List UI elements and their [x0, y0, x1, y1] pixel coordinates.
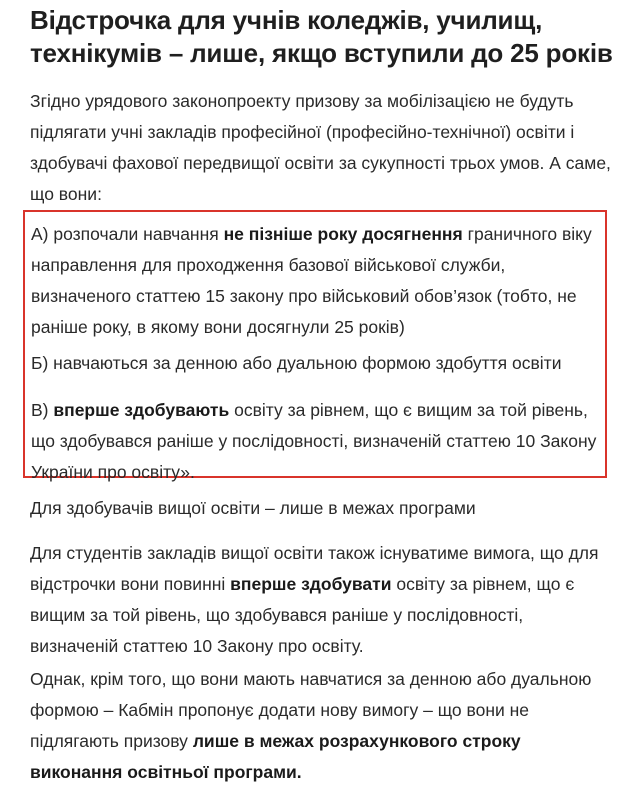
higher-ed-note	[30, 493, 615, 524]
condition-a-bold: не пізніше року досягнення	[223, 224, 463, 244]
students-suffix: освіту за рівнем, що є вищим за той рівень, що здобувався раніше у послідовності, визначеній статтею 10 Закону про освіту.	[30, 574, 575, 656]
higher-ed-note-text: Для здобувачів вищої освіти – лише в межах програми	[30, 498, 476, 518]
intro-paragraph	[30, 86, 615, 210]
conditions-highlight-box	[23, 210, 607, 482]
article-title: Відстрочка для учнів коледжів, училищ, технікумів – лише, якщо вступили до 25 років	[30, 5, 613, 68]
however-bold: лише в межах розрахункового строку виконання освітньої програми.	[30, 731, 521, 782]
intro-text: Згідно урядового законопроекту призову за мобілізацією не будуть підлягати учні закладів професійної (професійно-технічної) освіти і здобувачі фахової передвищої освіти за сукупності трьох умов. А саме, що вони:	[30, 91, 611, 204]
condition-b	[31, 348, 601, 379]
condition-b-text: Б) навчаються за денною або дуальною формою здобуття освіти	[31, 353, 562, 373]
condition-a-prefix: А) розпочали навчання	[31, 224, 224, 244]
condition-a	[31, 219, 601, 343]
condition-c-prefix: В)	[31, 400, 54, 420]
students-paragraph	[30, 538, 615, 662]
condition-c-bold: вперше здобувають	[53, 400, 230, 420]
condition-c	[31, 395, 601, 488]
condition-c-suffix: освіту за рівнем, що є вищим за той рівень, що здобувався раніше у послідовності, визначеній статтею 10 Закону України про освіту».	[31, 400, 597, 482]
students-bold: вперше здобувати	[230, 574, 392, 594]
condition-a-suffix: граничного віку направлення для проходження базової військової служби, визначеного статтею 15 закону про військовий обов’язок (тобто, не раніше року, в якому вони досягнули 25 років)	[31, 224, 592, 337]
however-prefix: Однак, крім того, що вони мають навчатися за денною або дуальною формою – Кабмін пропонує додати нову вимогу – що вони не підлягають призову	[30, 669, 592, 751]
however-paragraph	[30, 664, 615, 788]
students-prefix: Для студентів закладів вищої освіти також існуватиме вимога, що для відстрочки вони повинні	[30, 543, 599, 594]
